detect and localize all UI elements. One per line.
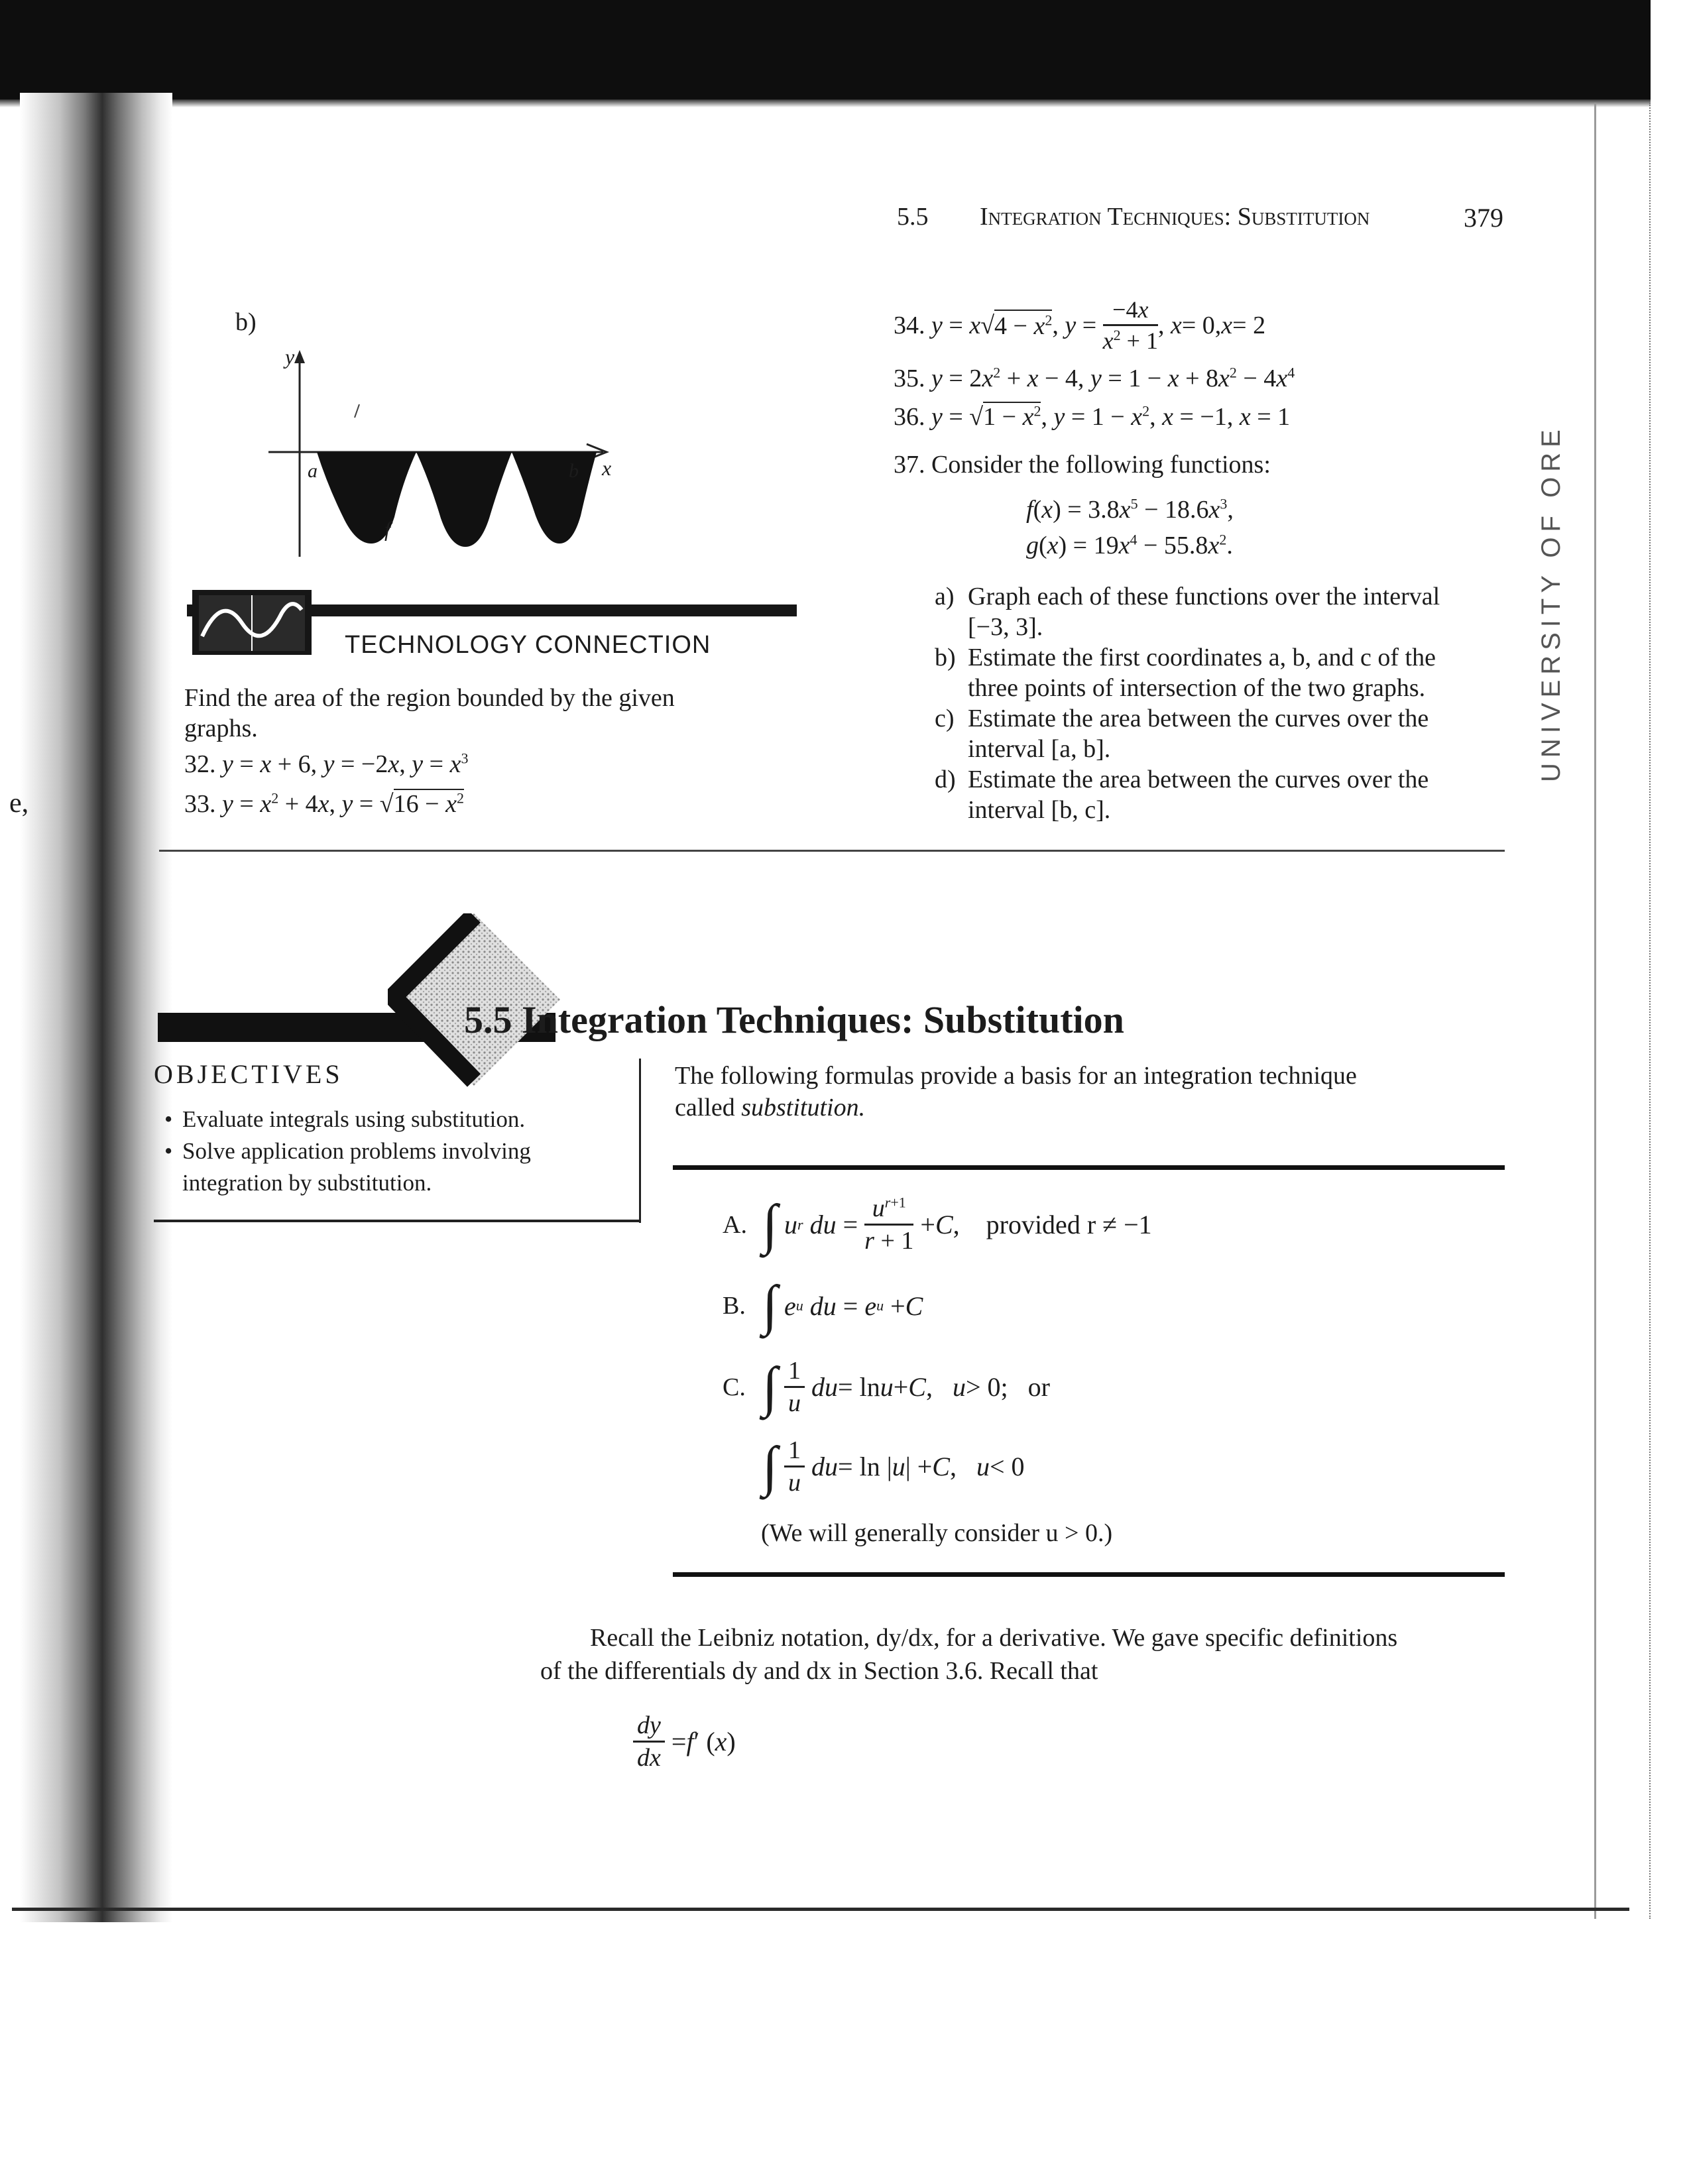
part-b-label: b): [935, 644, 956, 671]
y-axis-label: y: [285, 345, 295, 369]
formula-box-bottom-rule: [673, 1572, 1505, 1577]
book-spine-shadow: [20, 93, 172, 1922]
header-title: Integration Techniques: Substitution: [980, 203, 1370, 231]
leibniz-equation: $\frac{dy}{dx}$ = f ′ ( x ): [633, 1710, 736, 1773]
formula-box-top-rule: [673, 1165, 1505, 1170]
part-d-line1: Estimate the area between the curves over the: [968, 766, 1429, 793]
objective-bullet-1: •: [164, 1106, 173, 1132]
exercise-34: 34. y = x √ $4 - x^2$ , y = $\frac{-4x}{x^2 + 1}$ , x = 0, x = 2: [894, 296, 1266, 354]
scan-top-fade: [0, 99, 1651, 107]
exercise-35: 35. $y = 2x^2 + x - 4$, $y = 1 - x + 8x^2 - 4x^4$: [894, 364, 1295, 392]
part-a-line1: Graph each of these functions over the interval: [968, 583, 1440, 610]
exercise-33: 33. $y = x^2 + 4x$, $y = √16 - x^2$: [184, 789, 464, 818]
objectives-box-right: [639, 1059, 641, 1223]
intro-line2: called substitution.: [675, 1094, 866, 1121]
figure-b-label: b): [235, 308, 257, 336]
part-a-label: a): [935, 583, 955, 610]
calculator-graph-icon: [192, 590, 312, 655]
exercise-36: 36. $y = √1 - x^2$, $y = 1 - x^2$, x = −1, x = 1: [894, 402, 1291, 431]
part-c-line1: Estimate the area between the curves over the: [968, 705, 1429, 732]
section-title: 5.5 Integration Techniques: Substitution: [464, 998, 1124, 1041]
formula-A: A. ∫ u r du = $\frac{u^{r+1}}{r + 1}$ + C , provided r ≠ −1: [723, 1193, 1152, 1255]
point-b-label: b: [569, 460, 579, 482]
library-stamp-text: UNIVERSITY OF ORE: [1537, 424, 1566, 782]
adjacent-page-text: e,: [9, 788, 29, 819]
formula-note: (We will generally consider u > 0.): [761, 1519, 1113, 1547]
x-axis-label: x: [602, 456, 612, 480]
curve-f-label: f: [384, 517, 390, 541]
technology-title: TECHNOLOGY CONNECTION: [345, 631, 711, 659]
objective-item-2: Solve application problems involving: [182, 1138, 531, 1164]
exercise-37: 37. Consider the following functions:: [894, 451, 1271, 479]
technology-intro-line2: graphs.: [184, 715, 258, 742]
page-number: 379: [1464, 203, 1503, 233]
section-divider: [159, 850, 1505, 852]
header-section-number: 5.5: [897, 203, 929, 231]
part-b-line2: three points of intersection of the two graphs.: [968, 674, 1426, 702]
part-d-line2: interval [b, c].: [968, 796, 1111, 824]
tick-mark: [355, 404, 359, 418]
technology-intro-line1: Find the area of the region bounded by the given: [184, 684, 675, 712]
objectives-title: OBJECTIVES: [154, 1059, 343, 1089]
objective-bullet-2: •: [164, 1138, 173, 1164]
function-g: $g(x) = 19x^4 - 55.8x^2$.: [1026, 531, 1233, 559]
body-line2: of the differentials dy and dx in Section 3.6. Recall that: [540, 1657, 1098, 1685]
body-line1: Recall the Leibniz notation, dy/dx, for a derivative. We gave specific definitions: [590, 1624, 1398, 1652]
part-c-label: c): [935, 705, 955, 732]
objective-item-3: integration by substitution.: [182, 1170, 432, 1196]
formula-B: B. ∫ e u du = e u + C: [723, 1275, 923, 1336]
page-bottom-edge: [12, 1908, 1629, 1911]
exercise-32: 32. y = x + 6, y = −2x, $y = x^3$: [184, 750, 469, 778]
formula-C1: C. ∫ $\frac{1}{u}$ du = ln u + C , u > 0; or: [723, 1355, 1050, 1418]
objective-item-1: Evaluate integrals using substitution.: [182, 1106, 526, 1132]
point-a-label: a: [308, 460, 318, 482]
figure-b-graph: [252, 345, 623, 563]
part-a-line2: [−3, 3].: [968, 613, 1043, 641]
scan-top-shadow: [0, 0, 1651, 99]
y-axis-arrow: [294, 350, 305, 363]
part-c-line2: interval [a, b].: [968, 735, 1111, 763]
part-d-label: d): [935, 766, 956, 793]
page-right-edge: [1594, 103, 1651, 1919]
function-f: $f(x) = 3.8x^5 - 18.6x^3$,: [1026, 495, 1234, 524]
objectives-box-bottom: [154, 1220, 641, 1222]
intro-line1: The following formulas provide a basis for an integration technique: [675, 1062, 1357, 1090]
part-b-line1: Estimate the first coordinates a, b, and c of the: [968, 644, 1436, 671]
shaded-region: [317, 452, 597, 547]
formula-C2: ∫ $\frac{1}{u}$ du = ln | u | + C , u < 0: [762, 1435, 1025, 1497]
